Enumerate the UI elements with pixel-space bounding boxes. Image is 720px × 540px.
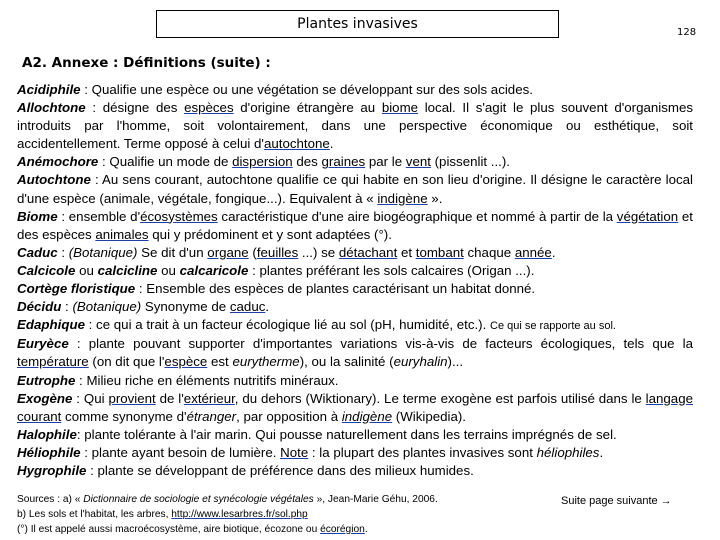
definition-entry [17,316,693,335]
definition-entry [17,390,693,426]
definition-link[interactable]: détachant [338,244,398,260]
source-note: (°) Il est appelé aussi macroécosystème, aire biotique, écozone ou écorégion. [17,524,368,535]
definition-text: ». [427,190,443,206]
definition-link[interactable]: feuilles [256,244,299,260]
definition-entry [17,208,693,244]
definition-text: étranger [186,408,237,424]
definition-text: : Au sens courant, autochtone qualifie ce qui habite en son lieu d'origine. Il désigne le caractère local d'une espèce (animale, végétale, fongique...). Equivalent à « [17,172,693,206]
definition-link[interactable]: indigène [377,190,428,206]
definition-text: est [207,354,233,370]
definition-text: : [57,244,69,260]
definition-term: Décidu [17,299,62,315]
definition-term: Euryèce [17,336,69,352]
definition-text: eurytherme [232,354,300,370]
definition-text: : Milieu riche en éléments nutritifs minéraux. [75,372,339,388]
definition-text: . [551,244,556,260]
definition-entry [17,99,693,153]
definition-text: , par opposition à [236,408,342,424]
definition-text: . [599,444,604,460]
definition-text: ...) se [298,244,339,260]
definition-term: Autochtone [17,172,91,188]
definition-text: euryhalin [393,354,448,370]
definition-link[interactable]: caduc [229,299,266,315]
definition-text: : ce qui a trait à un facteur écologique lié au sol (pH, humidité, etc.). [84,317,490,333]
definition-term: Caduc [17,244,58,260]
definition-term: Héliophile [17,444,81,460]
source-link-ecoregion[interactable]: écorégion [320,524,365,535]
definition-text: calcaricole [179,262,249,278]
definition-text: calcicline [97,262,158,278]
definition-text: : [61,299,73,315]
definition-term: Hygrophile [17,462,87,478]
definition-text: local. Il s'agit le plus souvent d'organismes introduits par l'homme, soit volontairement, dans une perspective économique ou esthétique, soit accidentellement. Terme opposé à celui d' [17,100,693,152]
definition-text: : plante se développant de préférence dans des milieux humides. [86,462,474,478]
definition-text: )... [447,354,464,370]
page-title: Plantes invasives [297,16,418,32]
definition-link[interactable]: langage courant [17,390,693,424]
definition-entry [17,462,693,480]
definition-link[interactable]: provient [108,390,156,406]
definition-link[interactable]: végétation [616,208,679,224]
definition-term: Anémochore [17,154,99,170]
definition-term: Halophile [17,426,77,442]
definition-text: ( [248,244,257,260]
definition-entry [17,171,693,207]
definition-text: caractéristique d'une aire biogéographique et nommé à partir de la [217,208,617,224]
source-link-lesarbres[interactable]: http://www.lesarbres.fr/sol.php [171,509,308,520]
definition-entry [17,426,693,444]
definition-link[interactable]: vent [405,154,431,170]
definition-text: comme synonyme d' [61,408,187,424]
definition-link[interactable]: Note [280,444,309,460]
definition-link[interactable]: écosystèmes [140,208,218,224]
definition-text: et [397,244,416,260]
definition-entry [17,372,693,390]
definition-link[interactable]: organe [207,244,249,260]
definition-text: . [329,136,334,152]
definition-text: : plante pouvant supporter d'importantes variations vis-à-vis de facteurs écologiques, tels que la [68,336,693,352]
definition-text: Synonyme de [141,299,230,315]
definition-link[interactable]: tombant [415,244,464,260]
definition-entry [17,444,693,462]
definition-term: Cortège floristique [17,281,136,297]
sources-block [17,492,547,537]
definition-text: d'origine étrangère au [233,100,382,116]
definition-text: : plantes préférant les sols calcaires (Origan ...). [248,262,535,278]
definition-text: de l' [155,390,184,406]
definition-link[interactable]: autochtone [263,136,330,152]
definition-text: (Botanique) [68,244,138,260]
source-line-a: Sources : a) « Dictionnaire de sociologie et synécologie végétales », Jean-Marie Géhu, 2006. [17,494,438,505]
page-number: 128 [677,27,697,38]
definition-entry [17,280,693,298]
definition-entry [17,262,693,280]
definition-text: ), ou la salinité ( [299,354,394,370]
definition-text: ou [75,262,98,278]
definition-term: Exogène [17,390,73,406]
definition-text: qui y prédominent et y sont adaptées (°). [148,226,392,242]
definition-text: , du dehors (Wiktionary). Le terme exogène est parfois utilisé dans le [234,390,646,406]
definition-text: : plante tolérante à l'air marin. Qui pousse naturellement dans les terrains imprégnés de sel. [76,426,617,442]
definition-text: héliophiles [536,444,600,460]
definition-link[interactable]: animales [95,226,149,242]
definition-text: : Ensemble des espèces de plantes caractérisant un habitat donné. [135,281,536,297]
page-title-box [156,10,559,38]
definition-entry [17,335,693,371]
definition-entry [17,153,693,171]
definition-text: : Qui [72,390,109,406]
definition-text: Se dit d'un [137,244,208,260]
definition-text: : désigne des [85,100,185,116]
definition-text: (pissenlit ...). [430,154,510,170]
definition-text: . [265,299,270,315]
definition-link[interactable]: espèce [164,354,208,370]
definition-text: : la plupart des plantes invasives sont [308,444,537,460]
definition-link[interactable]: dispersion [232,154,293,170]
definition-term: Biome [17,208,58,224]
source-line-b: b) Les sols et l'habitat, les arbres, http://www.lesarbres.fr/sol.php [17,509,308,520]
definition-text: et des espèces [17,208,693,242]
definition-text: ou [157,262,180,278]
definition-text: (Wikipedia). [392,408,466,424]
definition-link[interactable]: indigène [341,408,393,424]
definition-link[interactable]: graines [321,154,366,170]
definition-term: Allochtone [17,100,86,116]
next-page-note: Suite page suivante → [561,495,672,507]
definition-entry [17,298,693,316]
definition-text: : Qualifie une espèce ou une végétation se développant sur des sols acides. [80,82,533,97]
definition-link[interactable]: température [17,354,89,370]
definition-entry [17,244,693,262]
definitions-list [17,81,693,480]
definition-text: : Qualifie un mode de [98,154,233,170]
definition-text: : ensemble d' [57,208,141,224]
definition-term: Calcicole [17,262,76,278]
definition-text: : plante ayant besoin de lumière. [80,444,281,460]
definition-text: Ce qui se rapporte au sol. [490,320,616,333]
definition-link[interactable]: extérieur [183,390,235,406]
definition-entry [17,81,693,99]
section-title: A2. Annexe : Définitions (suite) : [22,55,271,71]
definition-term: Eutrophe [17,372,76,388]
definition-link[interactable]: année [514,244,552,260]
definition-text: (Botanique) [72,299,142,315]
definition-text: chaque [463,244,515,260]
definition-term: Edaphique [17,317,85,333]
definition-text: des [292,154,322,170]
definition-text: par le [365,154,406,170]
definition-term: Acidiphile [17,82,81,97]
definition-text: (on dit que l' [88,354,165,370]
definition-link[interactable]: espèces [184,100,234,116]
definition-link[interactable]: biome [381,100,419,116]
